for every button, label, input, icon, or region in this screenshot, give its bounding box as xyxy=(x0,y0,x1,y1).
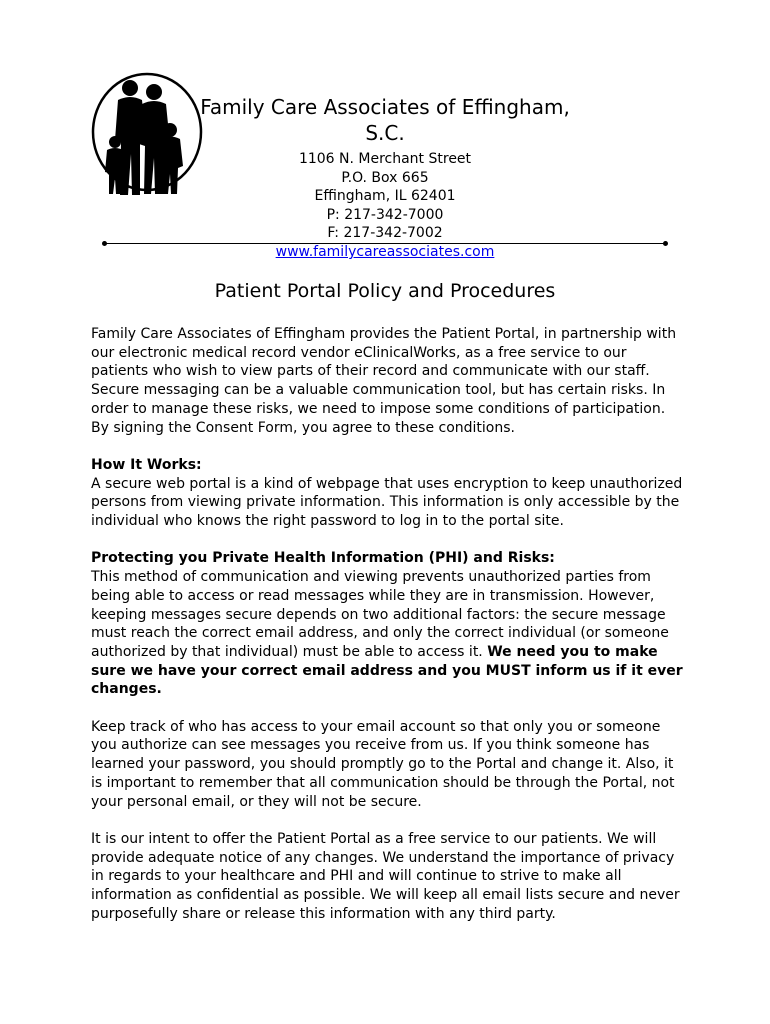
phi-section xyxy=(91,549,683,699)
document-title: Patient Portal Policy and Procedures xyxy=(214,280,556,302)
how-it-works-heading: How It Works: xyxy=(91,456,202,473)
letterhead xyxy=(185,94,585,262)
po-box: P.O. Box 665 xyxy=(341,169,429,186)
document-body xyxy=(91,325,683,942)
divider-left-dot xyxy=(102,241,107,246)
website-link[interactable]: www.familycareassociates.com xyxy=(275,243,495,260)
phone-number: P: 217-342-7000 xyxy=(326,206,444,223)
fax-number: F: 217-342-7002 xyxy=(327,225,443,242)
phi-heading: Protecting you Private Health Information (PHI) and Risks: xyxy=(91,550,555,567)
phi-email-notice: We need you to make sure we have your correct email address and you MUST inform us if it ever changes. xyxy=(91,643,683,698)
organization-name: Family Care Associates of Effingham, S.C. xyxy=(200,95,570,145)
intro-paragraph: Family Care Associates of Effingham provides the Patient Portal, in partnership with our electronic medical record vendor eClinicalWorks, as a free service to our patients who wish to view parts of their record and communicate with our staff. Secure messaging can be a valuable communication tool, but has certain risks. In order to manage these risks, we need to impose some conditions of participation. By signing the Consent Form, you agree to these conditions. xyxy=(91,326,677,436)
how-it-works-body: A secure web portal is a kind of webpage that uses encryption to keep unauthorized persons from viewing private information. This information is only accessible by the individual who knows the right password to log in to the portal site. xyxy=(91,475,683,530)
email-access-paragraph: Keep track of who has access to your email account so that only you or someone you authorize can see messages you receive from us. If you think someone has learned your password, you should promptly go to the Portal and change it. Also, it is important to remember that all communication should be through the Portal, not your personal email, or they will not be secure. xyxy=(91,718,675,810)
city-state-zip: Effingham, IL 62401 xyxy=(314,188,456,205)
phi-body: This method of communication and viewing prevents unauthorized parties from being able to access or read messages while they are in transmission. However, keeping messages secure depends on two additional factors: the secure message must reach the correct email address, and only the correct individual (or someone authorized by that individual) must be able to access it. xyxy=(91,569,669,660)
header-divider xyxy=(104,243,666,244)
divider-right-dot xyxy=(663,241,668,246)
intent-paragraph: It is our intent to offer the Patient Portal as a free service to our patients. We will provide adequate notice of any changes. We understand the importance of privacy in regards to your healthcare and PHI and will continue to strive to make all information as confidential as possible. We will keep all email lists secure and never purposefully share or release this information with any third party. xyxy=(91,830,680,922)
how-it-works-section xyxy=(91,456,683,531)
street-address: 1106 N. Merchant Street xyxy=(298,151,472,167)
